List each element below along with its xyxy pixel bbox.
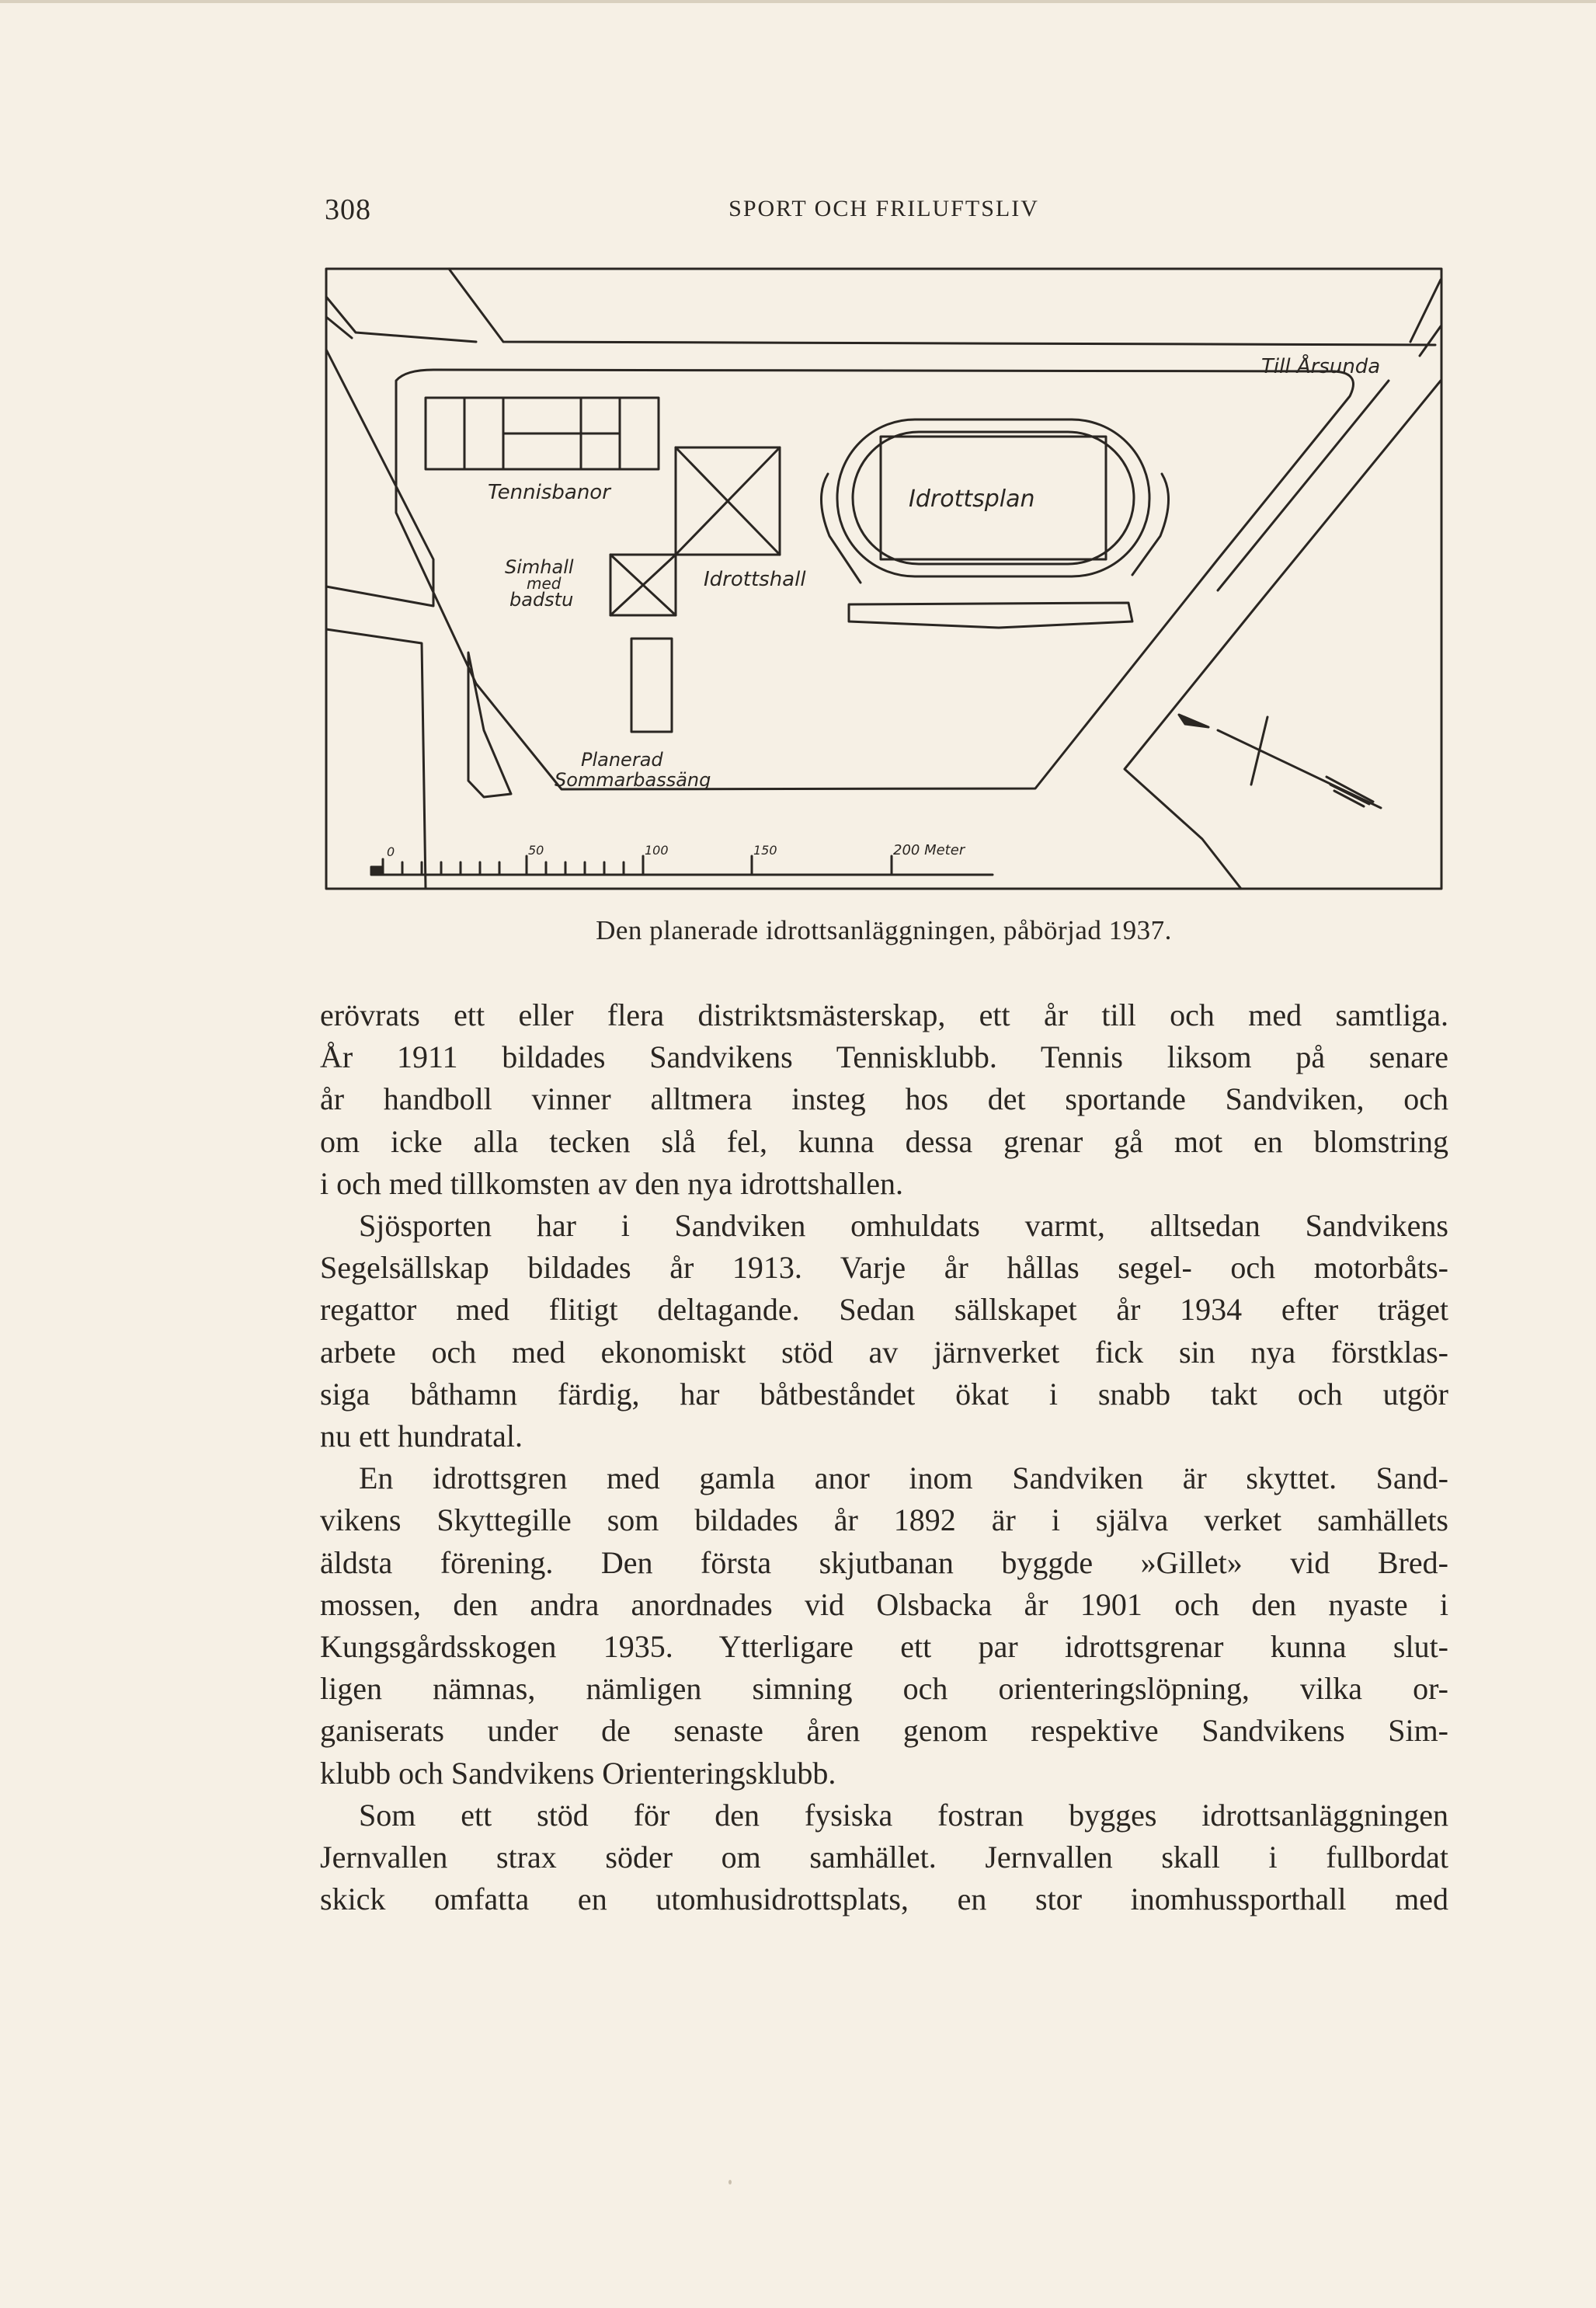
running-head (325, 193, 1443, 227)
scale-tick-label: 50 (528, 843, 544, 858)
text-line: arbete och med ekonomiskt stöd av järnverket fick sin nya förstklas- (320, 1334, 1448, 1370)
page-top-edge (0, 0, 1596, 3)
sommarbassang-pool (631, 639, 672, 732)
label-planerad: Planerad (581, 749, 663, 771)
text-line: Jernvallen strax söder om samhället. Jernvallen skall i fullbordat (320, 1840, 1448, 1875)
text-line: Som ett stöd för den fysiska fostran bygges idrottsanläggningen (359, 1797, 1448, 1833)
road-top-main (449, 269, 1435, 345)
running-title: SPORT OCH FRILUFTSLIV (728, 196, 1039, 221)
label-idrottshall: Idrottshall (704, 568, 806, 591)
road-right-diagonal (1125, 381, 1441, 889)
text-line: Sjösporten har i Sandviken omhuldats varmt, alltsedan Sandvikens (359, 1208, 1448, 1244)
label-tennisbanor: Tennisbanor (488, 481, 610, 504)
text-line: En idrottsgren med gamla anor inom Sandviken är skyttet. Sand- (359, 1460, 1448, 1496)
body-text (320, 994, 1448, 1920)
road-edge-1 (326, 317, 352, 338)
text-line: om icke alla tecken slå fel, kunna dessa grenar gå mot en blomstring (320, 1123, 1448, 1159)
text-line: År 1911 bildades Sandvikens Tennisklubb. Tennis liksom på senare (320, 1039, 1448, 1075)
north-arrow-cross (1251, 717, 1267, 785)
text-line: vikens Skyttegille som bildades år 1892 är i själva verket samhällets (320, 1502, 1448, 1538)
text-line: nu ett hundratal. (320, 1419, 523, 1454)
label-sommarbassang: Sommarbassäng (555, 769, 711, 791)
text-line: erövrats ett eller flera distriktsmästerskap, ett år till och med samtliga. (320, 997, 1448, 1032)
text-line: Kungsgårdsskogen 1935. Ytterligare ett par idrottsgrenar kunna slut- (320, 1629, 1448, 1665)
track-embankment-right (1132, 474, 1169, 575)
label-idrottsplan: Idrottsplan (909, 486, 1035, 513)
label-till-arsunda: Till Årsunda (1261, 355, 1381, 378)
text-line: ganiserats under de senaste åren genom respektive Sandvikens Sim- (320, 1713, 1448, 1749)
paper-speck (728, 2180, 732, 2184)
left-strip-2 (326, 629, 426, 889)
north-arrow-line (1218, 730, 1381, 808)
text-line: skick omfatta en utomhusidrottsplats, en stor inomhussporthall med (320, 1882, 1448, 1917)
track-embankment-left (821, 474, 861, 583)
scale-tick-label: 200 Meter (893, 842, 965, 858)
road-right-inner (1218, 381, 1389, 590)
site-plan-map (325, 264, 1443, 892)
text-line: siga båthamn färdig, har båtbeståndet ökat i snabb takt och utgör (320, 1376, 1448, 1412)
text-line: år handboll vinner alltmera insteg hos det sportande Sandviken, och (320, 1081, 1448, 1117)
text-line: i och med tillkomsten av den nya idrottshallen. (320, 1165, 903, 1201)
text-line: Segelsällskap bildades år 1913. Varje år hållas segel- och motorbåts- (320, 1250, 1448, 1286)
site-plan-figure (325, 264, 1443, 892)
road-end-arrow (1420, 326, 1441, 356)
text-line: ligen nämnas, nämligen simning och orienteringslöpning, vilka or- (320, 1671, 1448, 1707)
label-simhall: Simhall (505, 556, 574, 578)
figure-caption: Den planerade idrottsanläggningen, påbörjad 1937. (596, 915, 1172, 945)
text-line: regattor med flitigt deltagande. Sedan sällskapet år 1934 efter träget (320, 1292, 1448, 1328)
page-number: 308 (325, 193, 371, 226)
grandstand (849, 603, 1132, 628)
left-plot (468, 653, 511, 797)
text-line: äldsta förening. Den första skjutbanan byggde »Gillet» vid Bred- (320, 1544, 1448, 1580)
scale-tick-label: 150 (753, 843, 777, 858)
text-line: klubb och Sandvikens Orienteringsklubb. (320, 1755, 836, 1791)
left-strip-1 (326, 350, 433, 606)
label-simhall-badstu: badstu (509, 589, 574, 611)
scale-tick-label: 0 (387, 844, 395, 859)
text-line: mossen, den andra anordnades vid Olsbacka år 1901 och den nyaste i (320, 1586, 1448, 1622)
scale-tick-label: 100 (645, 843, 669, 858)
label-simhall-med: med (527, 574, 562, 593)
